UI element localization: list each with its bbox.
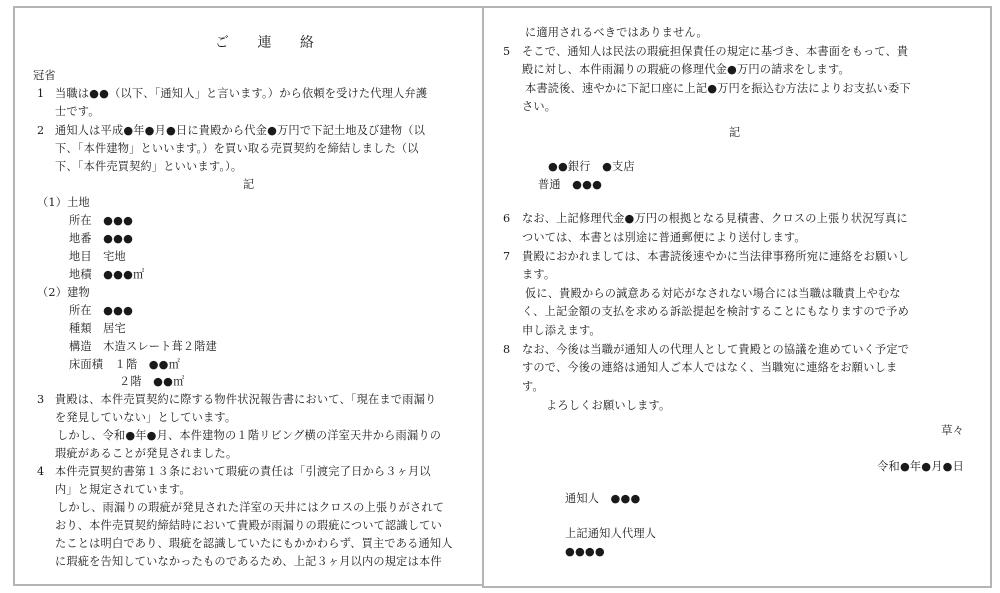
item-2-line: 下、「本件売買契約」といいます。）。 (55, 160, 243, 173)
item-1-line: 士です。 (55, 105, 100, 118)
letter-page-right (482, 6, 992, 588)
land-heading: （1）土地 (37, 196, 90, 209)
building-type: 種類 居宅 (69, 322, 126, 335)
building-location: 所在 ●●● (69, 304, 134, 317)
item-number-7: 7 (503, 250, 511, 263)
bank-account: 普通 ●●● (538, 178, 603, 191)
letter-page-left (13, 6, 484, 586)
closing-request: よろしくお願いします。 (546, 399, 671, 412)
item-7-line: 申し添えます。 (522, 324, 601, 337)
notifier-name: 通知人 ●●● (565, 492, 641, 505)
item-2-line: 通知人は平成●年●月●日に貴殿から代金●万円で下記土地及び建物（以 (55, 124, 426, 137)
item-5-line: さい。 (522, 100, 557, 113)
building-structure: 構造 木造スレート葺２階建 (69, 340, 218, 353)
continuation-line: に適用されるべきではありません。 (525, 26, 708, 39)
record-heading: 記 (243, 178, 255, 191)
item-4-line: おり、本件売買契約締結時において貴殿が雨漏りの瑕疵について認識してい (55, 519, 442, 532)
item-4-line: しかし、雨漏りの瑕疵が発見された洋室の天井にはクロスの上張りがされて (57, 501, 445, 514)
item-3-line: 瑕疵があることが発見されました。 (55, 447, 238, 460)
item-5-line: そこで、通知人は民法の瑕疵担保責任の規定に基づき、本書面をもって、貴 (522, 45, 909, 58)
item-5-line: 本書読後、速やかに下記口座に上記●万円を振込む方法によりお支払い委下 (525, 82, 911, 95)
item-6-line: なお、上記修理代金●万円の根拠となる見積書、クロスの上張り状況写真に (522, 212, 908, 225)
item-number-5: 5 (503, 45, 511, 58)
agent-label: 上記通知人代理人 (565, 527, 657, 540)
land-category: 地目 宅地 (69, 250, 126, 263)
item-4-line: に瑕疵を告知していなかったものであるため、上記３ヶ月以内の規定は本件 (55, 555, 442, 568)
letter-date: 令和●年●月●日 (877, 460, 964, 473)
building-floor-area-1f: 床面積 １階 ●●㎡ (69, 358, 181, 371)
bank-branch: ●●銀行 ●支店 (548, 160, 635, 173)
item-7-line: ます。 (522, 268, 556, 281)
record-heading: 記 (729, 126, 741, 139)
agent-name: ●●●● (565, 545, 605, 558)
item-7-line: く、上記金額の支払を求める訴訟提起を検討することにもなりますので予め (522, 305, 909, 318)
item-2-line: 下、「本件建物」といいます。）を買い取る売買契約を締結しました（以 (55, 142, 419, 155)
item-8-line: なお、今後は当職が通知人の代理人として貴殿との協議を進めていく予定で (522, 343, 910, 356)
closing-remark: 草々 (941, 424, 964, 437)
item-4-line: たことは明白であり、瑕疵を認識していたにもかかわらず、買主である通知人 (55, 537, 453, 550)
land-lot-number: 地番 ●●● (69, 232, 134, 245)
item-1-line: 当職は●●（以下、「通知人」と言います。）から依頼を受けた代理人弁護 (55, 87, 428, 100)
salutation: 冠省 (33, 69, 56, 82)
land-area: 地積 ●●●㎡ (69, 268, 145, 281)
item-4-line: 本件売買契約書第１３条において瑕疵の責任は「引渡完了日から３ヶ月以 (55, 465, 431, 478)
building-floor-area-2f: ２階 ●●㎡ (119, 375, 185, 388)
item-number-2: 2 (37, 124, 45, 137)
item-3-line: しかし、令和●年●月、本件建物の１階リビング横の洋室天井から雨漏りの (57, 429, 442, 442)
item-7-line: 貴殿におかれましては、本書読後速やかに当法律事務所宛に連絡をお願いし (522, 250, 910, 263)
item-3-line: 貴殿は、本件売買契約に際する物件状況報告書において、「現在まで雨漏り (55, 393, 437, 406)
item-number-1: 1 (37, 87, 45, 100)
item-5-line: 殿に対し、本件雨漏りの瑕疵の修理代金●万円の請求をします。 (522, 63, 850, 76)
item-3-line: を発見していない」としています。 (55, 411, 237, 424)
building-heading: （2）建物 (37, 286, 90, 299)
item-number-8: 8 (503, 343, 511, 356)
item-7-line: 仮に、貴殿からの誠意ある対応がなされない場合には当職は職責上やむな (525, 287, 901, 300)
land-location: 所在 ●●● (69, 214, 134, 227)
item-6-line: ついては、本書とは別途に普通郵便により送付します。 (522, 231, 806, 244)
item-number-4: 4 (37, 465, 45, 478)
item-8-line: すので、今後の連絡は通知人ご本人ではなく、当職宛に連絡をお願いしま (522, 361, 898, 374)
item-4-line: 内」と規定されています。 (55, 483, 191, 496)
item-8-line: す。 (522, 380, 544, 393)
document-title: ご 連 絡 (215, 35, 326, 51)
item-number-6: 6 (503, 212, 511, 225)
item-number-3: 3 (37, 393, 45, 406)
